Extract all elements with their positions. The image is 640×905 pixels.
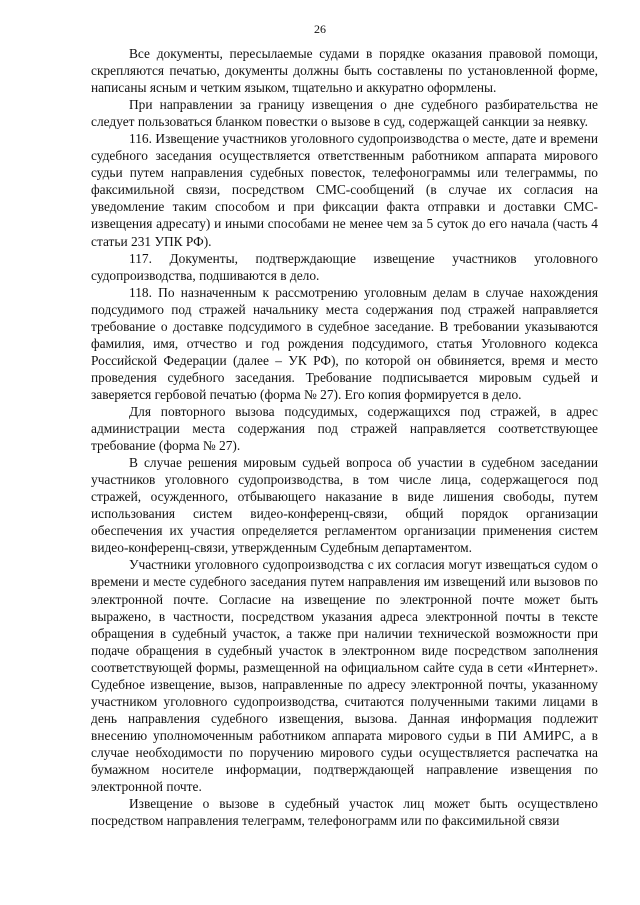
paragraph-116: 116. Извещение участников уголовного судопроизводства о месте, дате и времени судебного заседания осуществляется ответственным работником аппарата мирового судьи путем направления судебных повесток, телефонограммы или телеграммы, по факсимильной связи, посредством СМС-сообщений (в случае их согласия на уведомление таким способом и при фиксации факта отправки и доставки СМС-извещения адресату) и иными способами не менее чем за 5 суток до его начала (часть 4 статьи 231 УПК РФ). [91,131,598,249]
paragraph-118: 118. По назначенным к рассмотрению уголовным делам в случае нахождения подсудимого под стражей начальнику места содержания под стражей направляется требование о доставке подсудимого в судебное заседание. В требовании указываются фамилия, имя, отчество и год рождения подсудимого, статья Уголовного кодекса Российской Федерации (далее – УК РФ), по которой он обвиняется, время и место проведения судебного заседания. Требование подписывается мировым судьей и заверяется гербовой печатью (форма № 27). Его копия формируется в дело. [91,284,598,402]
paragraph-video-conference: В случае решения мировым судьей вопроса об участии в судебном заседании участников уголовного судопроизводства, в том числе лица, содержащегося под стражей, осужденного, отбывающего наказание в виде лишения свободы, путем использования систем видео-конференц-связи, общий порядок организации обеспечения их участия определяется регламентом организации применения систем видео-конференц-связи, утвержденным Судебным департаментом. [91,455,598,556]
paragraph-repeat-summons: Для повторного вызова подсудимых, содержащихся под стражей, в адрес администрации места содержания под стражей направляется соответствующее требование (форма № 27). [91,403,598,454]
paragraph-documents-legal-assistance: Все документы, пересылаемые судами в порядке оказания правовой помощи, скрепляются печатью, документы должны быть составлены по установленной форме, написаны ясным и четким языком, тщательно и аккуратно оформлены. [91,46,598,96]
paragraph-telegram-notice: Извещение о вызове в судебный участок лиц может быть осуществлено посредством направления телеграмм, телефонограмм или по факсимильной связи [91,796,598,829]
page-number: 26 [314,22,326,36]
paragraph-email-notice: Участники уголовного судопроизводства с их согласия могут извещаться судом о времени и месте судебного заседания путем направления им извещений или вызовов по электронной почте. Согласие на извещение по электронной почте может быть выражено, в частности, посредством указания адреса электронной почты в тексте обращения в судебный участок, а также при наличии технической возможности при подаче обращения в судебный участок в электронном виде посредством заполнения соответствующей формы, размещенной на официальном сайте суда в сети «Интернет». Судебное извещение, вызов, направленные по адресу электронной почты, указанному участником уголовного судопроизводства, считаются полученными такими лицами в день направления судебного извещения, вызова. Данная информация подлежит внесению уполномоченным работником аппарата мирового судьи в ПИ АМИРС, а в случае необходимости по поручению мирового судьи осуществляется распечатка на бумажном носителе информации, подтверждающей направление извещения по электронной почте. [91,557,598,795]
paragraph-117: 117. Документы, подтверждающие извещение участников уголовного судопроизводства, подшиваются в дело. [91,250,598,283]
paragraph-foreign-notice: При направлении за границу извещения о дне судебного разбирательства не следует пользоваться бланком повестки о вызове в суд, содержащей санкции за неявку. [91,97,598,130]
document-body [91,45,598,829]
